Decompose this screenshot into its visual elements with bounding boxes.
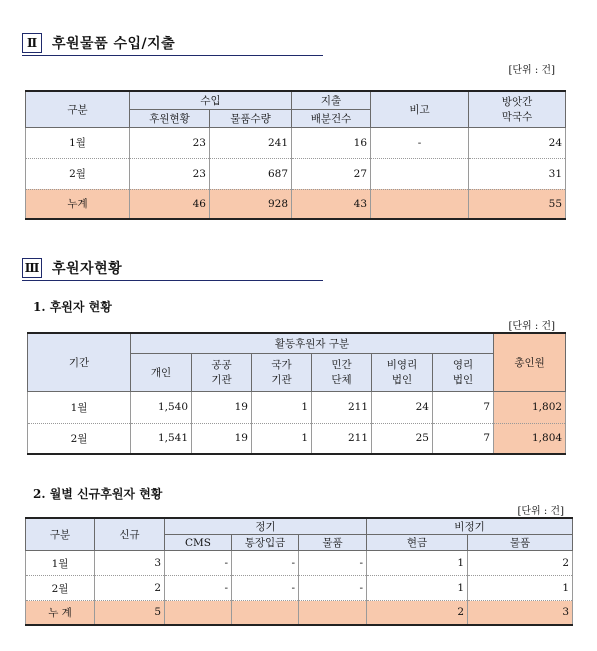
table-row: [26, 551, 573, 576]
cell-public: 19: [192, 391, 252, 423]
cell-support: 23: [130, 158, 210, 189]
cell-goods: -: [299, 551, 367, 576]
header-private-line1: 민간: [331, 359, 352, 371]
header-period: 기간: [28, 333, 131, 391]
section-3-underline: [22, 280, 323, 281]
cell-goods-2: 2: [468, 551, 573, 576]
header-regular: 정기: [165, 518, 367, 535]
total-dist: 43: [292, 189, 371, 219]
total-label: 누 계: [26, 601, 95, 625]
header-category: 구분: [26, 91, 130, 127]
cell-total: 1,804: [494, 423, 566, 454]
total-goods: [299, 601, 367, 625]
cell-dist: 27: [292, 158, 371, 189]
header-total: 총인원: [494, 333, 566, 391]
cell-cash: 1: [367, 551, 468, 576]
header-bank-deposit: 통장입금: [232, 535, 299, 551]
header-goods: 물품: [299, 535, 367, 551]
total-cash: 2: [367, 601, 468, 625]
header-state-line1: 국가: [271, 359, 292, 371]
row-label: 2월: [28, 423, 131, 454]
cell-profit: 7: [433, 391, 494, 423]
cell-qty: 241: [210, 127, 292, 158]
cell-public: 19: [192, 423, 252, 454]
header-income: 수입: [130, 91, 292, 109]
header-public-line2: 기관: [211, 374, 232, 386]
header-individual: 개인: [131, 353, 192, 391]
subsection-1-title: 1. 후원자 현황: [33, 300, 112, 314]
subsection-2-title: 2. 월별 신규후원자 현황: [33, 487, 163, 501]
cell-individual: 1,541: [131, 423, 192, 454]
header-nonprofit: [372, 353, 433, 391]
row-label: 1월: [26, 127, 130, 158]
header-category: 구분: [26, 518, 95, 551]
donor-status-table: [27, 332, 566, 455]
section-3-number: Ⅲ: [22, 258, 42, 278]
cell-note: [371, 158, 469, 189]
cell-support: 23: [130, 127, 210, 158]
cell-cms: -: [165, 551, 232, 576]
cell-note: -: [371, 127, 469, 158]
row-label: 2월: [26, 158, 130, 189]
header-nonprofit-line2: 법인: [391, 374, 413, 386]
cell-qty: 687: [210, 158, 292, 189]
header-doors-line1: 방앗간: [501, 96, 533, 109]
header-state-line2: 기관: [271, 374, 292, 386]
header-state: [252, 353, 312, 391]
header-goods-2: 물품: [468, 535, 573, 551]
total-new: 5: [95, 601, 165, 625]
subsection-1-unit: [단위 : 건]: [508, 321, 555, 332]
cell-goods-2: 1: [468, 576, 573, 601]
total-support: 46: [130, 189, 210, 219]
header-goods-qty: 물품수량: [210, 109, 292, 127]
cell-nonprofit: 25: [372, 423, 433, 454]
total-qty: 928: [210, 189, 292, 219]
subsection-2-unit: [단위 : 건]: [517, 506, 564, 517]
header-distribution: 배분건수: [292, 109, 371, 127]
header-profit-line2: 법인: [452, 374, 474, 386]
goods-income-expense-table: [25, 90, 566, 220]
table-row: [26, 576, 573, 601]
cell-cash: 1: [367, 576, 468, 601]
cell-goods: -: [299, 576, 367, 601]
header-doors: [469, 91, 566, 127]
header-nonprofit-line1: 비영리: [386, 359, 418, 371]
header-new: 신규: [95, 518, 165, 551]
cell-bank: -: [232, 576, 299, 601]
cell-new: 3: [95, 551, 165, 576]
total-doors: 55: [469, 189, 566, 219]
header-expense: 지출: [292, 91, 371, 109]
header-note: 비고: [371, 91, 469, 127]
header-doors-line2: 막국수: [501, 111, 533, 124]
cell-state: 1: [252, 391, 312, 423]
section-3-header: [22, 256, 122, 280]
header-cash: 현금: [367, 535, 468, 551]
section-2-underline: [22, 55, 323, 56]
cell-private: 211: [312, 423, 372, 454]
cell-individual: 1,540: [131, 391, 192, 423]
cell-new: 2: [95, 576, 165, 601]
header-public: [192, 353, 252, 391]
table-row: [28, 423, 566, 454]
header-irregular: 비정기: [367, 518, 573, 535]
cell-total: 1,802: [494, 391, 566, 423]
section-2-header: [22, 31, 175, 55]
total-row: [26, 601, 573, 625]
new-donor-monthly-table: [25, 517, 573, 626]
total-goods-2: 3: [468, 601, 573, 625]
total-note: [371, 189, 469, 219]
header-profit-line1: 영리: [452, 359, 474, 371]
cell-doors: 31: [469, 158, 566, 189]
section-2-number: Ⅱ: [22, 33, 42, 53]
section-2-title: 후원물품 수입/지출: [52, 36, 176, 52]
cell-private: 211: [312, 391, 372, 423]
row-label: 1월: [26, 551, 95, 576]
section-3-title: 후원자현황: [52, 261, 123, 277]
cell-state: 1: [252, 423, 312, 454]
header-support-status: 후원현황: [130, 109, 210, 127]
total-label: 누계: [26, 189, 130, 219]
table-row: [26, 158, 566, 189]
cell-doors: 24: [469, 127, 566, 158]
header-active-donor-group: 활동후원자 구분: [131, 333, 494, 353]
total-cms: [165, 601, 232, 625]
header-private: [312, 353, 372, 391]
cell-bank: -: [232, 551, 299, 576]
total-bank: [232, 601, 299, 625]
total-row: [26, 189, 566, 219]
row-label: 1월: [28, 391, 131, 423]
header-profit: [433, 353, 494, 391]
cell-cms: -: [165, 576, 232, 601]
table-row: [26, 127, 566, 158]
cell-nonprofit: 24: [372, 391, 433, 423]
section-2-unit: [단위 : 건]: [508, 65, 555, 76]
cell-profit: 7: [433, 423, 494, 454]
header-public-line1: 공공: [211, 359, 232, 371]
header-private-line2: 단체: [331, 374, 352, 386]
cell-dist: 16: [292, 127, 371, 158]
table-row: [28, 391, 566, 423]
row-label: 2월: [26, 576, 95, 601]
header-cms: CMS: [165, 535, 232, 551]
